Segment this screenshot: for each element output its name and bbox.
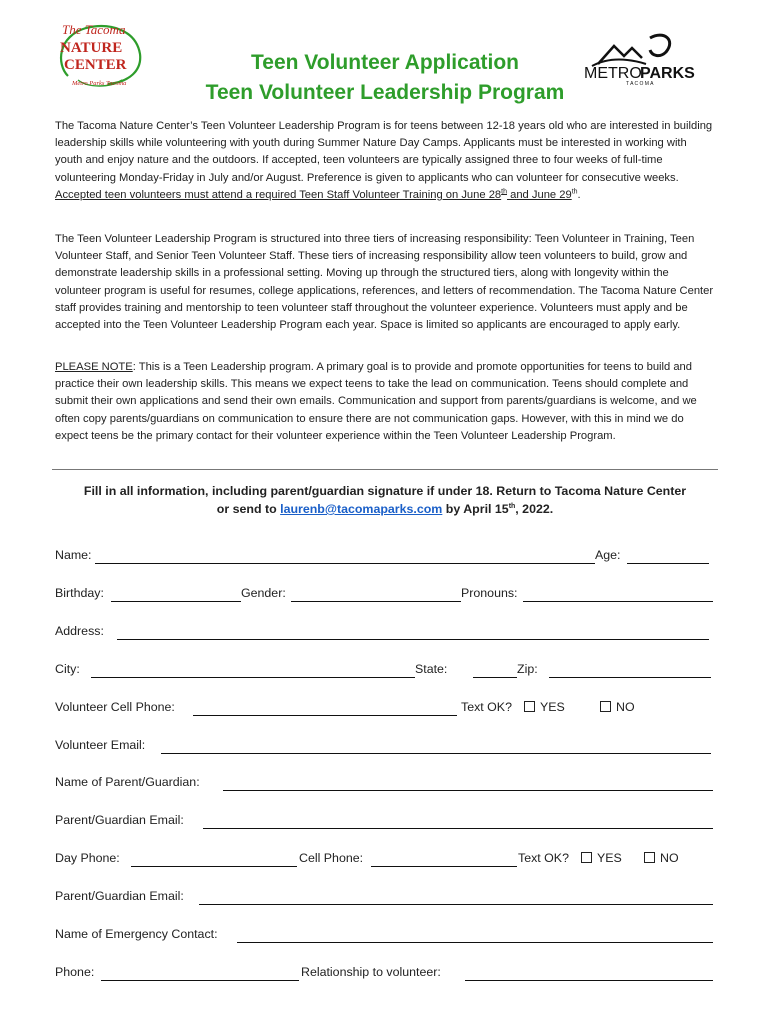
name-label: Name: xyxy=(55,548,92,562)
gender-field[interactable] xyxy=(291,601,461,602)
p1-training-underline-b: and June 29 xyxy=(507,188,572,201)
parent-email-label: Parent/Guardian Email: xyxy=(55,813,184,827)
phone-label: Phone: xyxy=(55,965,95,979)
age-label: Age: xyxy=(595,548,621,562)
title-line-2: Teen Volunteer Leadership Program xyxy=(205,81,565,104)
birthday-field[interactable] xyxy=(111,601,241,602)
text-ok-no-checkbox[interactable] xyxy=(600,700,635,714)
instr-pre: or send to xyxy=(216,502,281,516)
age-field[interactable] xyxy=(627,563,709,564)
tacoma-nature-center-logo xyxy=(48,14,148,94)
address-field[interactable] xyxy=(117,639,709,640)
emergency-contact-field[interactable] xyxy=(237,942,713,943)
p1-sup-a: th xyxy=(501,188,507,196)
phone-field[interactable] xyxy=(101,980,299,981)
please-note-label: PLEASE NOTE xyxy=(55,361,133,373)
intro-paragraph-1 xyxy=(55,118,717,204)
instr-mid: by April 15 xyxy=(442,502,509,516)
city-field[interactable] xyxy=(91,677,415,678)
intro-paragraph-3 xyxy=(55,359,717,445)
volunteer-cell-field[interactable] xyxy=(193,715,457,716)
zip-field[interactable] xyxy=(549,677,711,678)
logo-text-center: CENTER xyxy=(64,57,127,73)
logo-text-parks: PARKS xyxy=(640,65,695,82)
checkbox-icon xyxy=(600,701,611,712)
yes-label: YES xyxy=(597,851,622,865)
section-divider xyxy=(52,469,718,470)
text-ok-no-checkbox-2[interactable] xyxy=(644,851,679,865)
pronouns-field[interactable] xyxy=(523,601,713,602)
cell-phone-field[interactable] xyxy=(371,866,517,867)
day-phone-field[interactable] xyxy=(131,866,297,867)
p1-training-underline: Accepted teen volunteers must attend a required Teen Staff Volunteer Training on June 28 xyxy=(55,188,502,201)
day-phone-label: Day Phone: xyxy=(55,851,120,865)
contact-email-link[interactable]: laurenb@tacomaparks.com xyxy=(280,502,443,516)
volunteer-email-field[interactable] xyxy=(161,753,711,754)
checkbox-icon xyxy=(644,852,655,863)
state-label: State: xyxy=(415,662,448,676)
name-field[interactable] xyxy=(95,563,595,564)
city-label: City: xyxy=(55,662,80,676)
pronouns-label: Pronouns: xyxy=(461,586,518,600)
yes-label: YES xyxy=(540,700,565,714)
instructions-line-2 xyxy=(40,500,730,518)
volunteer-cell-label: Volunteer Cell Phone: xyxy=(55,700,175,714)
text-ok-label: Text OK? xyxy=(461,700,512,714)
intro-paragraph-2: The Teen Volunteer Leadership Program is structured into three tiers of increasing responsibility: Teen Volunteer in Training, Teen Volunteer Staff, and Senior Teen Volunteer Staff. These tiers of increasing responsibility allow teen volunteers to build, grow and demonstrate leadership skills in a professional setting. Moving up through the structured tiers, along with longevity within the volunteer program is useful for resumes, college applications, references, and letters of recommendation. The Tacoma Nature Center staff provides training and mentorship to teen volunteer staff throughout the volunteer experience. Volunteers must apply and be accepted into the Teen Volunteer Leadership Program each year. Space is limited so applicants are encouraged to apply early. xyxy=(55,233,714,332)
state-field[interactable] xyxy=(473,677,517,678)
no-label: NO xyxy=(616,700,635,714)
cell-phone-label: Cell Phone: xyxy=(299,851,364,865)
parent-name-label: Name of Parent/Guardian: xyxy=(55,775,200,789)
title-line-1: Teen Volunteer Application xyxy=(251,51,519,74)
instructions-line-1: Fill in all information, including parent/guardian signature if under 18. Return to Tacoma Nature Center xyxy=(83,484,687,498)
volunteer-email-label: Volunteer Email: xyxy=(55,738,146,752)
p1-text: The Tacoma Nature Center’s Teen Volunteer Leadership Program is for teens between 12-18 years old who are interested in building leadership skills while volunteering with youth during Summer Nature Day Camps. Applicants must be interested in working with youth and enjoy nature and the outdoors. If accepted, teen volunteers are typically assigned three to four weeks of full-time volunteering Monday-Friday in July and/or August. Preference is given to applicants who can volunteer for consecutive weeks. xyxy=(55,120,713,184)
relationship-field[interactable] xyxy=(465,980,713,981)
parent-email-2-field[interactable] xyxy=(199,904,713,905)
emergency-contact-label: Name of Emergency Contact: xyxy=(55,927,218,941)
instr-sup: th xyxy=(508,502,516,510)
p1-sup-b: th xyxy=(571,188,578,196)
logo-text-nature: NATURE xyxy=(60,40,123,56)
logo-text-tacoma: T A C O M A xyxy=(626,81,654,86)
gender-label: Gender: xyxy=(241,586,286,600)
parent-name-field[interactable] xyxy=(223,790,713,791)
relationship-label: Relationship to volunteer: xyxy=(301,965,441,979)
no-label: NO xyxy=(660,851,679,865)
address-label: Address: xyxy=(55,624,104,638)
checkbox-icon xyxy=(581,852,592,863)
logo-text-metro-parks-tacoma: Metro Parks Tacoma xyxy=(72,80,127,87)
p1-end: . xyxy=(577,188,581,201)
parent-email-field[interactable] xyxy=(203,828,713,829)
logo-text-metro: METRO xyxy=(584,65,642,82)
parent-email-2-label: Parent/Guardian Email: xyxy=(55,889,184,903)
page-title xyxy=(150,48,620,108)
checkbox-icon xyxy=(524,701,535,712)
birthday-label: Birthday: xyxy=(55,586,104,600)
logo-text-the-tacoma: The Tacoma xyxy=(62,22,126,37)
zip-label: Zip: xyxy=(517,662,538,676)
text-ok-label-2: Text OK? xyxy=(518,851,569,865)
instr-end: , 2022. xyxy=(515,502,554,516)
metro-parks-logo xyxy=(584,28,714,86)
text-ok-yes-checkbox-2[interactable] xyxy=(581,851,622,865)
text-ok-yes-checkbox[interactable] xyxy=(524,700,565,714)
instructions xyxy=(40,482,730,518)
p3-text: : This is a Teen Leadership program. A primary goal is to provide and promote opportunities for teens to build and practice their own leadership skills. This means we expect teens to take the lead on communication. Teens should complete and submit their own applications and send their own emails. Communication and support from parents/guardians is welcome, and we often copy parents/guardians on communication to ensure there are not communication gaps. However, with this in mind we do expect teens be the primary contact for their volunteer experience within the Teen Volunteer Leadership Program. xyxy=(55,361,697,442)
